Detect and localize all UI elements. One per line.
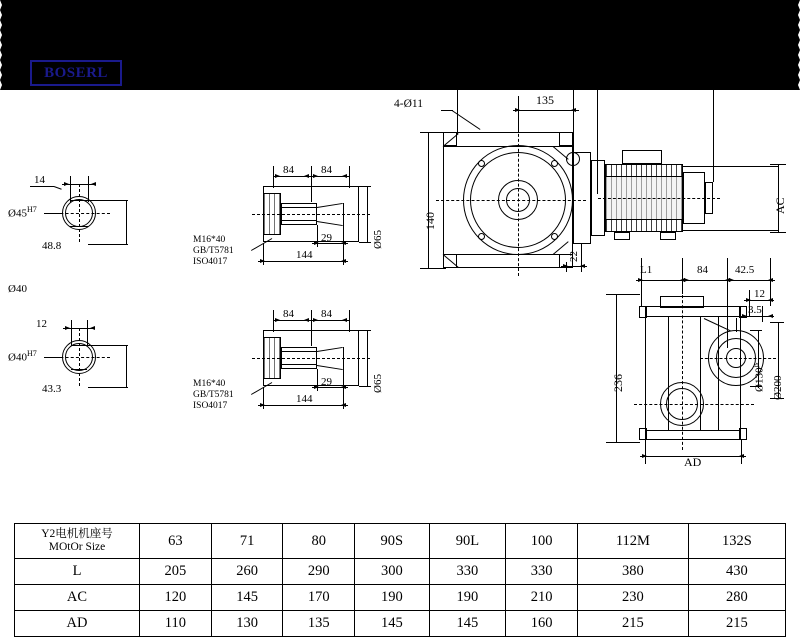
note-4xd11: 4-Ø11 — [394, 98, 423, 110]
table-cell-AD-90L: 145 — [429, 611, 506, 637]
brand-logo: BOSERL — [30, 60, 122, 86]
table-header-cell-7: 132S — [688, 524, 785, 559]
table-cell-L-100: 330 — [506, 559, 578, 585]
table-header-row — [15, 524, 786, 559]
table-cell-AD-100: 160 — [506, 611, 578, 637]
dim-425: 42.5 — [735, 264, 755, 276]
dim-140: 140 — [423, 212, 437, 230]
dim-d65-top: Ø65 — [372, 230, 384, 249]
table-header-cell-4: 90L — [429, 524, 506, 559]
dim-35: 3.5 — [748, 304, 762, 316]
table-header-cell-6: 112M — [578, 524, 689, 559]
table-cell-L-71: 260 — [211, 559, 283, 585]
header-label-line1: Y2电机机座号 — [41, 527, 113, 540]
table-cell-AD-63: 110 — [140, 611, 212, 637]
dim-84a-bottom: 84 — [283, 308, 294, 320]
spec-table-body — [15, 524, 786, 637]
table-cell-AD-80: 135 — [283, 611, 355, 637]
table-cell-AC-132S: 280 — [688, 585, 785, 611]
dim-d200: Ø200 — [772, 375, 784, 400]
dim-144-bottom: 144 — [296, 393, 313, 405]
table-row — [15, 585, 786, 611]
dim-d130: $Ø130^{js}$ — [751, 362, 766, 392]
table-cell-AD-71: 130 — [211, 611, 283, 637]
dim-242: 242 — [505, 57, 523, 71]
table-cell-AD-112M: 215 — [578, 611, 689, 637]
dim-12: 12 — [754, 288, 765, 300]
dim-29-bottom: 29 — [321, 376, 332, 388]
note-thread-top: M16*40 — [193, 235, 226, 245]
dim-L: L — [651, 57, 659, 71]
dim-AC: AC — [773, 197, 787, 214]
note-standard1-top: GB/T5781 — [193, 246, 234, 256]
table-cell-AC-112M: 230 — [578, 585, 689, 611]
table-cell-L-112M: 380 — [578, 559, 689, 585]
dim-key-width-top: 14 — [34, 174, 45, 186]
table-cell-L-63: 205 — [140, 559, 212, 585]
table-cell-AD-90S: 145 — [355, 611, 429, 637]
note-standard1-bottom: GB/T5781 — [193, 390, 234, 400]
dim-84b-top: 84 — [321, 164, 332, 176]
table-cell-L-80: 290 — [283, 559, 355, 585]
table-cell-AC-90L: 190 — [429, 585, 506, 611]
dim-22: 22 — [568, 251, 580, 262]
dim-d65-bottom: Ø65 — [372, 374, 384, 393]
dim-key-width-bottom: 12 — [36, 318, 47, 330]
table-cell-L-90L: 330 — [429, 559, 506, 585]
note-d40: Ø40 — [8, 283, 27, 295]
table-cell-AD-132S: 215 — [688, 611, 785, 637]
dim-144-top: 144 — [296, 249, 313, 261]
table-cell-AC-100: 210 — [506, 585, 578, 611]
table-cell-AC-71: 145 — [211, 585, 283, 611]
dim-84-side: 84 — [697, 264, 708, 276]
table-row-label-L: L — [15, 559, 140, 585]
table-header-cell-1: 71 — [211, 524, 283, 559]
table-header-cell-0: 63 — [140, 524, 212, 559]
spec-table — [14, 523, 786, 637]
note-thread-bottom: M16*40 — [193, 379, 226, 389]
table-header-cell-2: 80 — [283, 524, 355, 559]
table-row-label-AC: AC — [15, 585, 140, 611]
page-title: SAF67 减速机尺寸图纸 — [28, 28, 292, 57]
dim-depth-top: 48.8 — [42, 240, 62, 252]
dim-depth-bottom: 43.3 — [42, 383, 62, 395]
table-row — [15, 611, 786, 637]
dim-bore-bottom: $Ø40^{H7}$ — [8, 349, 37, 364]
table-cell-AC-63: 120 — [140, 585, 212, 611]
dim-bore-top: $Ø45^{H7}$ — [8, 205, 37, 220]
table-header-cell-3: 90S — [355, 524, 429, 559]
table-header-motor-size — [15, 524, 140, 559]
note-standard2-top: ISO4017 — [193, 257, 228, 267]
table-row — [15, 559, 786, 585]
dim-236: 236 — [611, 374, 625, 392]
table-row-label-AD: AD — [15, 611, 140, 637]
dim-AD: AD — [684, 455, 702, 469]
header-label-line2: MOtOr Size — [48, 541, 106, 553]
table-cell-L-132S: 430 — [688, 559, 785, 585]
dim-L1: L1 — [640, 264, 653, 276]
dim-84a-top: 84 — [283, 164, 294, 176]
table-cell-L-90S: 300 — [355, 559, 429, 585]
table-header-cell-5: 100 — [506, 524, 578, 559]
note-standard2-bottom: ISO4017 — [193, 401, 228, 411]
dim-135: 135 — [536, 93, 554, 107]
dim-84b-bottom: 84 — [321, 308, 332, 320]
table-cell-AC-90S: 190 — [355, 585, 429, 611]
table-cell-AC-80: 170 — [283, 585, 355, 611]
dim-29-top: 29 — [321, 232, 332, 244]
